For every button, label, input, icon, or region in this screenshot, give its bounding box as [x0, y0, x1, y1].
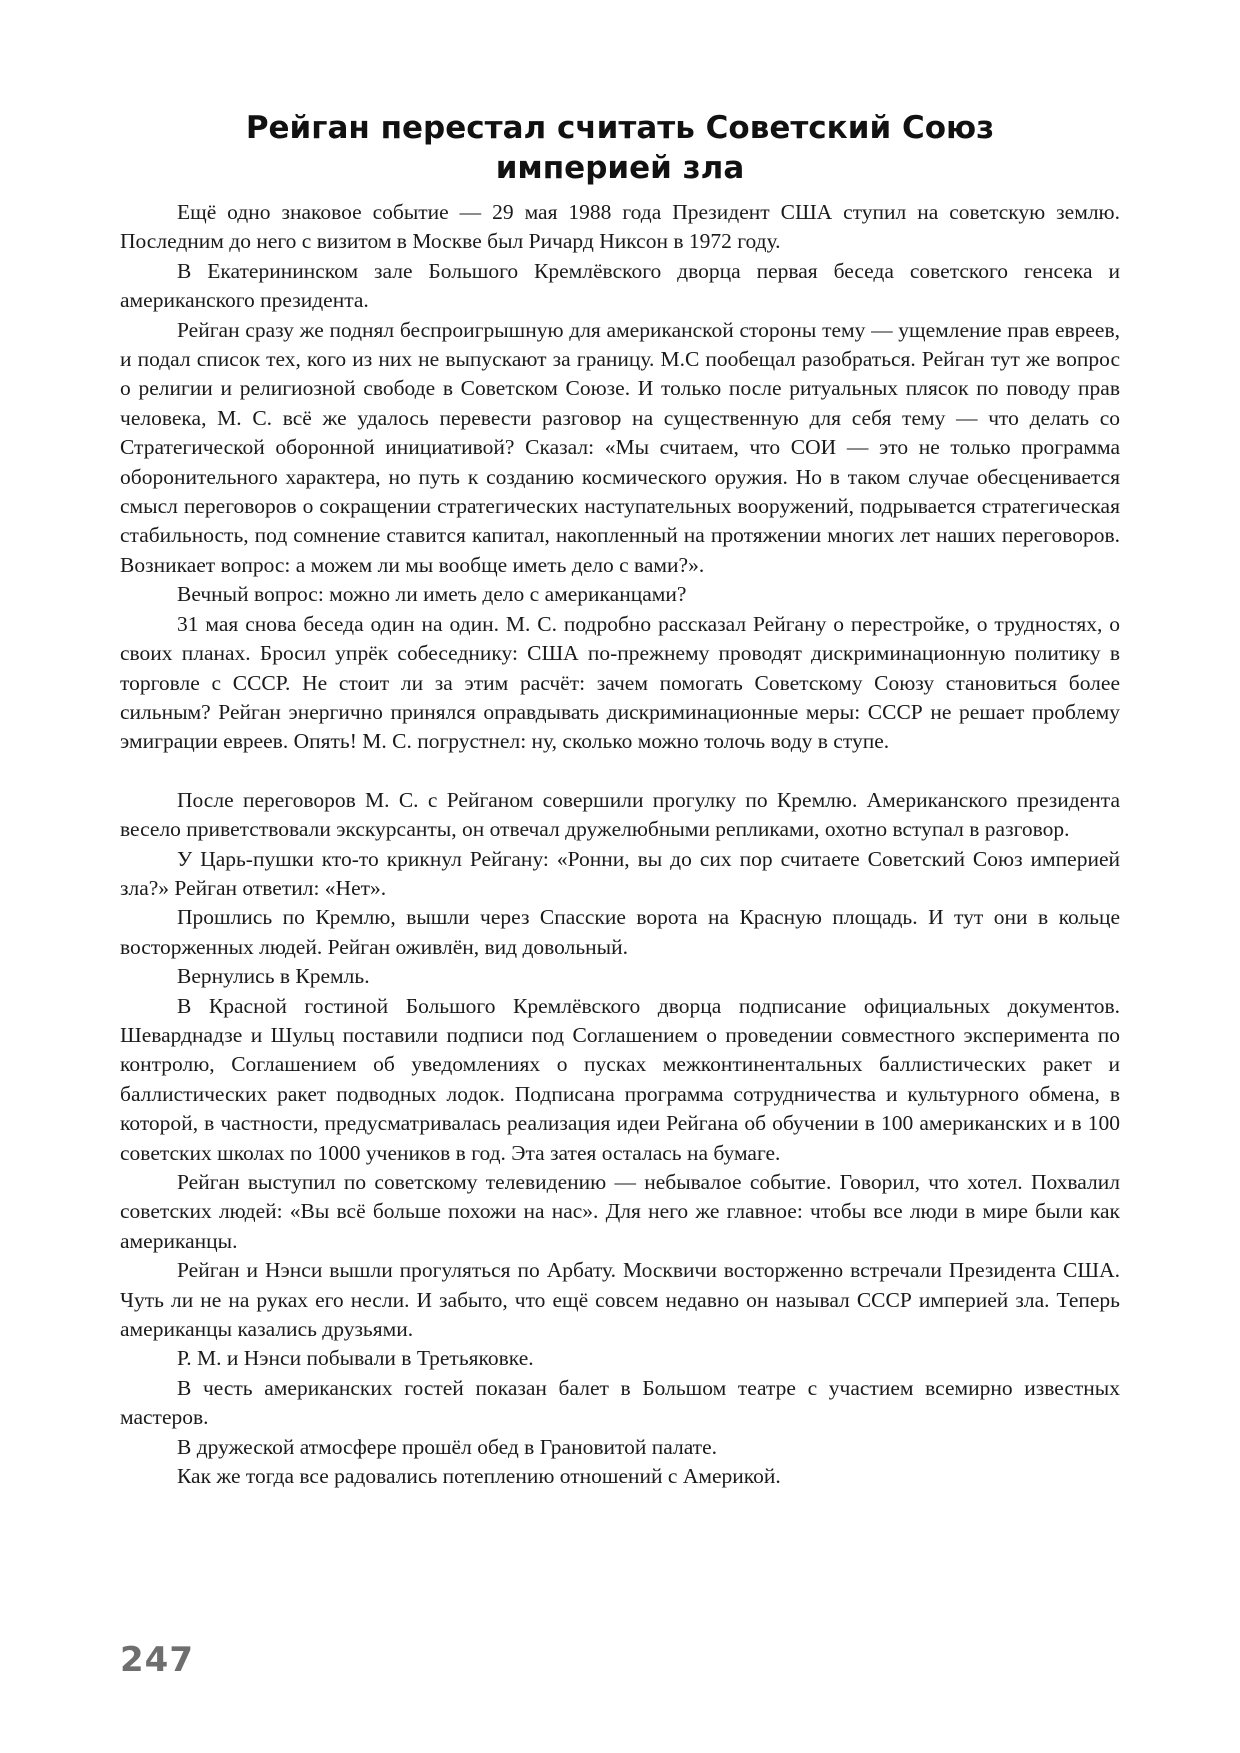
paragraph: Как же тогда все радовались потеплению отношений с Америкой.: [177, 1464, 781, 1489]
page-number: 247: [120, 1640, 194, 1680]
paragraph: После переговоров М. С. с Рейганом совершили прогулку по Кремлю. Американского президента весело приветствовали экскурсанты, он отвечал дружелюбными репликами, охотно вступал в разговор.: [120, 787, 1120, 842]
chapter-title-line-2: империей зла: [495, 150, 745, 186]
paragraph: В Екатерининском зале Большого Кремлёвского дворца первая беседа советского генсека и американского президента.: [120, 258, 1120, 313]
paragraph: В Красной гостиной Большого Кремлёвского дворца подписание официальных документов. Шеварднадзе и Шульц поставили подписи под Соглашением о проведении совместного эксперимента по контролю, Соглашением об уведомлениях о пусках межконтинентальных баллистических ракет и баллистических ракет подводных лодок. Подписана программа сотрудничества и культурного обмена, в которой, в частности, предусматривалась реализация идеи Рейгана об обучении в 100 американских и в 100 советских школах по 1000 учеников в год. Эта затея осталась на бумаге.: [120, 993, 1120, 1165]
paragraph: 31 мая снова беседа один на один. М. С. подробно рассказал Рейгану о перестройке, о трудностях, о своих планах. Бросил упрёк собеседнику: США по-прежнему проводят дискриминационную политику в торговле с СССР. Не стоит ли за этим расчёт: зачем помогать Советскому Союзу становиться более сильным? Рейган энергично принялся оправдывать дискриминационные меры: СССР не решает проблему эмиграции евреев. Опять! М. С. погрустнел: ну, сколько можно толочь воду в ступе.: [120, 611, 1120, 754]
paragraph: Вечный вопрос: можно ли иметь дело с американцами?: [177, 582, 687, 607]
paragraph: Рейган выступил по советскому телевидению — небывалое событие. Говорил, что хотел. Похвалил советских людей: «Вы всё больше похожи на нас». Для него же главное: чтобы все люди в мире были как американцы.: [120, 1170, 1120, 1253]
paragraph: Прошлись по Кремлю, вышли через Спасские ворота на Красную площадь. И тут они в кольце восторженных людей. Рейган оживлён, вид довольный.: [120, 905, 1120, 959]
paragraph: В честь американских гостей показан балет в Большом театре с участием всемирно известных мастеров.: [120, 1375, 1120, 1430]
paragraph: Ещё одно знаковое событие — 29 мая 1988 года Президент США ступил на советскую землю. Последним до него с визитом в Москве был Ричард Никсон в 1972 году.: [120, 200, 1120, 254]
paragraph: Рейган сразу же поднял беспроигрышную для американской стороны тему — ущемление прав евреев, и подал список тех, кого из них не выпускают за границу. М.С пообещал разобраться. Рейган тут же вопрос о религии и религиозной свободе в Советском Союзе. И только после ритуальных плясок по поводу прав человека, М. С. всё же удалось перевести разговор на существенную для себя тему — что делать со Стратегической оборонной инициативой? Сказал: «Мы считаем, что СОИ — это не только программа оборонительного характера, но путь к созданию космического оружия. Но в таком случае обесценивается смысл переговоров о сокращении стратегических наступательных вооружений, подрывается стратегическая стабильность, под сомнение ставится капитал, накопленный на протяжении многих лет наших переговоров. Возникает вопрос: а можем ли мы вообще иметь дело с вами?».: [120, 317, 1120, 577]
body-text: [120, 198, 1120, 1491]
page-content: [120, 108, 1120, 1491]
chapter-title: [120, 108, 1120, 188]
paragraph: Р. М. и Нэнси побывали в Третьяковке.: [177, 1346, 534, 1371]
paragraph: У Царь-пушки кто-то крикнул Рейгану: «Ронни, вы до сих пор считаете Советский Союз империей зла?» Рейган ответил: «Нет».: [120, 846, 1120, 900]
paragraph: Рейган и Нэнси вышли прогуляться по Арбату. Москвичи восторженно встречали Президента США. Чуть ли не на руках его несли. И забыто, что ещё совсем недавно он называл СССР империей зла. Теперь американцы казались друзьями.: [120, 1258, 1120, 1342]
paragraph: Вернулись в Кремль.: [177, 964, 370, 989]
paragraph: В дружеской атмосфере прошёл обед в Грановитой палате.: [177, 1434, 717, 1459]
chapter-title-line-1: Рейган перестал считать Советский Союз: [245, 110, 995, 146]
